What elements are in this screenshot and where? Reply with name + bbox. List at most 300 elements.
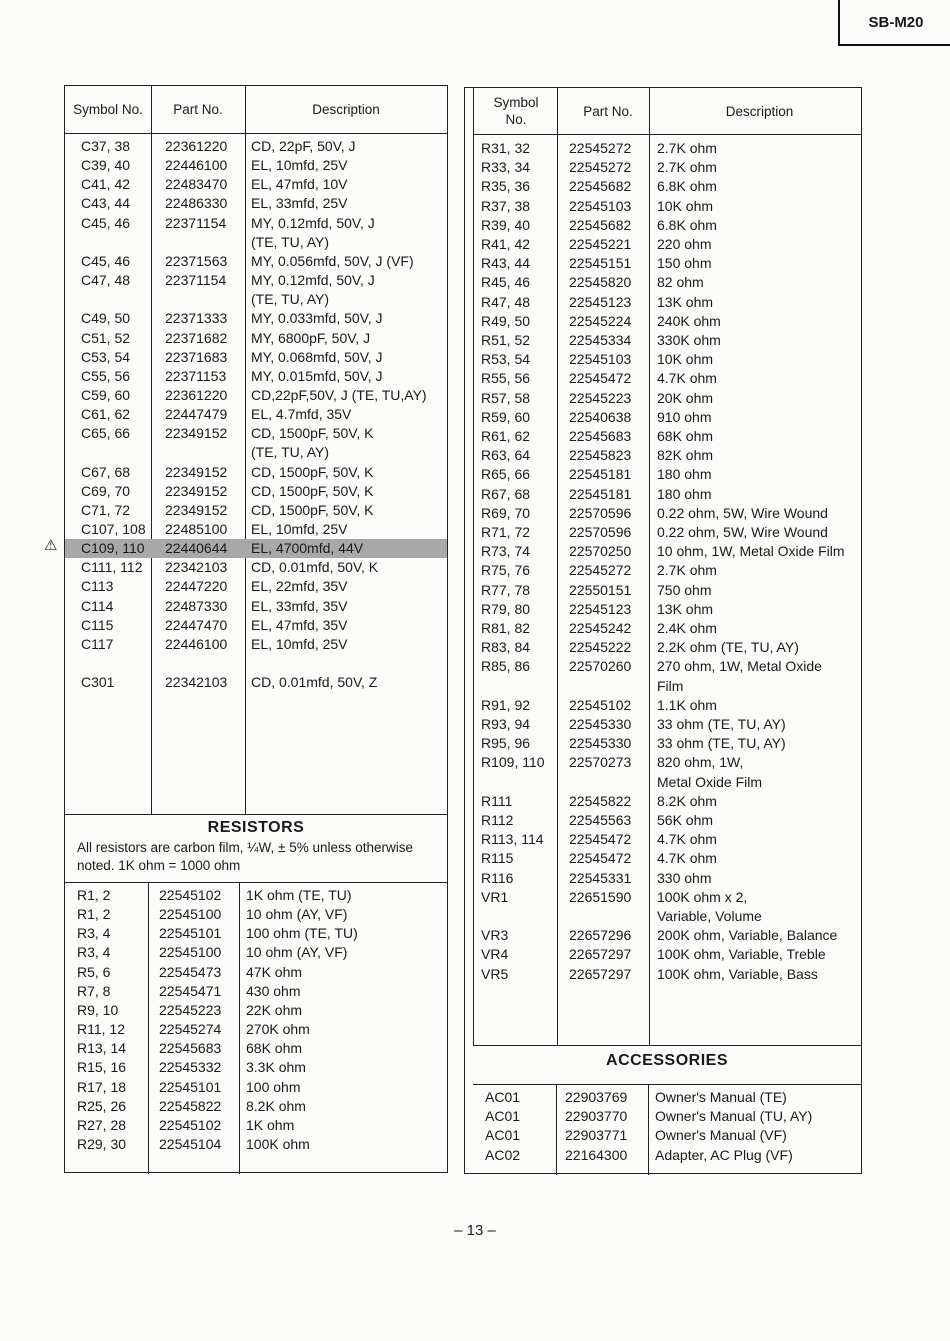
part-no-cell: 22371563 xyxy=(165,252,228,269)
description-cell: 10 ohm (AY, VF) xyxy=(246,944,348,961)
part-no-cell: 22545221 xyxy=(569,236,632,252)
part-no-cell: 22545223 xyxy=(569,389,632,406)
table-row xyxy=(465,254,861,273)
symbol-cell: R41, 42 xyxy=(481,236,531,252)
symbol-cell: VR5 xyxy=(481,965,509,982)
part-no-cell: 22545224 xyxy=(569,312,632,329)
table-row xyxy=(65,424,447,443)
part-no-cell: 22483470 xyxy=(165,176,228,193)
symbol-cell: R55, 56 xyxy=(481,370,531,387)
description-cell: 13K ohm xyxy=(657,293,714,310)
part-no-cell: 22371153 xyxy=(165,367,227,384)
part-no-cell: 22545822 xyxy=(159,1097,222,1114)
symbol-cell: R59, 60 xyxy=(481,408,531,425)
resistors-note-1: All resistors are carbon film, ¼W, ± 5% unless otherwise xyxy=(77,840,414,855)
symbol-cell: R11, 12 xyxy=(77,1021,125,1038)
symbol-cell: C115 xyxy=(81,616,114,633)
symbol-cell: R111 xyxy=(481,792,513,809)
table-header xyxy=(65,86,447,134)
symbol-cell: C61, 62 xyxy=(81,406,131,423)
description-cell: 820 ohm, 1W, xyxy=(657,754,744,771)
description-cell: 3.3K ohm xyxy=(246,1059,306,1076)
description-cell: 4.7K ohm xyxy=(657,370,717,387)
part-no-cell: 22570260 xyxy=(569,658,632,675)
part-no-cell: 22545103 xyxy=(569,197,632,214)
symbol-cell: C45, 46 xyxy=(81,252,131,269)
table-row xyxy=(465,696,861,715)
table-row xyxy=(465,965,861,984)
description-cell: CD, 0.01mfd, 50V, Z xyxy=(251,674,378,691)
description-cell: CD, 1500pF, 50V, K xyxy=(251,501,374,518)
part-no-cell: 22651590 xyxy=(569,888,632,905)
table-row xyxy=(465,350,861,369)
table-row xyxy=(465,427,861,446)
table-row xyxy=(465,561,861,580)
part-no-cell: 22545473 xyxy=(159,963,222,980)
symbol-cell: R69, 70 xyxy=(481,504,531,521)
table-row xyxy=(465,197,861,216)
table-row xyxy=(65,654,447,673)
table-row xyxy=(465,139,861,158)
table-row xyxy=(65,886,447,905)
part-no-cell: 22545682 xyxy=(569,216,632,233)
symbol-cell: R45, 46 xyxy=(481,274,531,291)
description-cell: EL, 22mfd, 35V xyxy=(251,578,348,595)
part-no-cell: 22545331 xyxy=(569,869,632,886)
part-no-cell: 22440644 xyxy=(165,540,228,557)
description-cell: 10 ohm, 1W, Metal Oxide Film xyxy=(657,543,845,560)
description-cell: 100K ohm, Variable, Treble xyxy=(657,946,826,963)
part-no-cell: 22545104 xyxy=(159,1135,222,1152)
description-cell: 100K ohm xyxy=(246,1135,310,1152)
symbol-cell: R47, 48 xyxy=(481,293,531,310)
part-no-cell: 22545123 xyxy=(569,293,632,310)
symbol-cell: C301 xyxy=(81,674,115,691)
table-row xyxy=(65,463,447,482)
description-cell: (TE, TU, AY) xyxy=(251,233,330,250)
table-row xyxy=(465,581,861,600)
symbol-cell: R31, 32 xyxy=(481,140,531,156)
table-row xyxy=(465,1088,861,1107)
description-cell: 22K ohm xyxy=(246,1001,303,1018)
part-no-cell: 22545683 xyxy=(159,1040,222,1057)
symbol-cell: R9, 10 xyxy=(77,1001,119,1018)
part-no-cell: 22447479 xyxy=(165,406,228,423)
table-row xyxy=(465,158,861,177)
table-row xyxy=(65,1020,447,1039)
description-cell: EL, 33mfd, 25V xyxy=(251,195,348,212)
description-cell: 2.4K ohm xyxy=(657,620,717,636)
part-no-cell: 22545102 xyxy=(569,696,632,713)
symbol-cell: R57, 58 xyxy=(481,389,531,406)
symbol-cell: R113, 114 xyxy=(481,831,544,848)
table-row xyxy=(465,523,861,542)
description-cell: 100 ohm xyxy=(246,1078,301,1095)
symbol-cell: R1, 2 xyxy=(77,887,111,903)
symbol-cell: R27, 28 xyxy=(77,1116,127,1133)
part-no-cell: 22545330 xyxy=(569,735,632,752)
symbol-cell: AC01 xyxy=(485,1127,521,1144)
table-row xyxy=(65,597,447,616)
resistors-note-2: noted. 1K ohm = 1000 ohm xyxy=(77,858,241,873)
table-row xyxy=(465,273,861,292)
table-row xyxy=(465,1107,861,1126)
part-no-cell: 22903770 xyxy=(565,1108,628,1125)
table-row xyxy=(65,137,447,156)
description-cell: EL, 10mfd, 25V xyxy=(251,521,348,537)
part-no-cell: 22545683 xyxy=(569,428,632,444)
part-no-cell: 22371154 xyxy=(165,272,227,289)
table-row xyxy=(465,792,861,811)
table-row xyxy=(465,369,861,388)
description-cell: EL, 10mfd, 25V xyxy=(251,157,348,174)
part-no-cell: 22545472 xyxy=(569,831,632,848)
table-row xyxy=(465,888,861,907)
symbol-cell: R15, 16 xyxy=(77,1059,127,1076)
description-cell: 20K ohm xyxy=(657,389,714,406)
part-no-cell: 22545102 xyxy=(159,887,222,903)
symbol-cell: R81, 82 xyxy=(481,620,531,636)
symbol-cell: R49, 50 xyxy=(481,312,531,329)
table-row xyxy=(65,175,447,194)
symbol-cell: R43, 44 xyxy=(481,255,531,272)
table-row xyxy=(65,1001,447,1020)
part-no-cell: 22545101 xyxy=(159,1078,222,1095)
symbol-cell: R5, 6 xyxy=(77,963,111,980)
table-row xyxy=(65,1097,447,1116)
symbol-cell: C107, 108 xyxy=(81,521,146,537)
symbol-cell: R13, 14 xyxy=(77,1040,127,1057)
symbol-cell: R63, 64 xyxy=(481,447,531,464)
description-cell: 82K ohm xyxy=(657,447,714,464)
symbol-cell: R25, 26 xyxy=(77,1097,127,1114)
header-desc: Description xyxy=(725,103,794,119)
description-cell: 270 ohm, 1W, Metal Oxide xyxy=(657,658,822,675)
part-no-cell: 22545242 xyxy=(569,620,632,636)
symbol-cell: R61, 62 xyxy=(481,428,531,444)
part-no-cell: 22545100 xyxy=(159,906,222,923)
table-row xyxy=(465,1146,861,1165)
part-no-cell: 22545151 xyxy=(569,255,632,272)
table-row xyxy=(465,446,861,465)
part-no-cell: 22545223 xyxy=(159,1001,222,1018)
table-row xyxy=(465,849,861,868)
part-no-cell: 22342103 xyxy=(165,674,228,691)
part-no-cell: 22487330 xyxy=(165,597,228,614)
table-row xyxy=(65,443,447,462)
symbol-cell: C41, 42 xyxy=(81,176,131,193)
table-row xyxy=(65,558,447,577)
symbol-cell: R67, 68 xyxy=(481,485,531,502)
symbol-cell: R39, 40 xyxy=(481,216,531,233)
table-row xyxy=(465,177,861,196)
symbol-cell: C67, 68 xyxy=(81,463,131,480)
part-no-cell: 22349152 xyxy=(165,463,228,480)
part-no-cell: 22342103 xyxy=(165,559,228,576)
table-row xyxy=(65,348,447,367)
table-row xyxy=(65,367,447,386)
header-part: Part No. xyxy=(173,102,223,117)
part-no-cell: 22570273 xyxy=(569,754,632,771)
description-cell: 330K ohm xyxy=(657,332,721,348)
symbol-cell: C43, 44 xyxy=(81,195,131,212)
symbol-cell: R115 xyxy=(481,850,514,867)
part-no-cell: 22545472 xyxy=(569,850,632,867)
description-cell: 33 ohm (TE, TU, AY) xyxy=(657,735,786,752)
part-no-cell: 22545100 xyxy=(159,944,222,961)
description-cell: 200K ohm, Variable, Balance xyxy=(657,927,838,944)
description-cell: Owner's Manual (TU, AY) xyxy=(655,1108,813,1125)
part-no-cell: 22545472 xyxy=(569,370,632,387)
symbol-cell: R7, 8 xyxy=(77,982,111,999)
symbol-cell: R53, 54 xyxy=(481,351,531,368)
description-cell: EL, 10mfd, 25V xyxy=(251,635,348,652)
header-desc: Description xyxy=(312,102,380,117)
table-row xyxy=(465,657,861,676)
table-row xyxy=(65,963,447,982)
part-no-cell: 22446100 xyxy=(165,157,228,174)
symbol-cell: VR4 xyxy=(481,946,509,963)
part-no-cell: 22545101 xyxy=(159,925,222,942)
table-row xyxy=(65,233,447,252)
description-cell: (TE, TU, AY) xyxy=(251,291,330,308)
part-no-cell: 22361220 xyxy=(165,386,228,403)
part-no-cell: 22570596 xyxy=(569,504,632,521)
description-cell: EL, 33mfd, 35V xyxy=(251,597,348,614)
table-row xyxy=(465,811,861,830)
symbol-cell: R51, 52 xyxy=(481,332,531,348)
part-no-cell: 22349152 xyxy=(165,425,228,442)
description-cell: 330 ohm xyxy=(657,869,712,886)
description-cell: MY, 0.056mfd, 50V, J (VF) xyxy=(251,252,414,269)
table-row xyxy=(465,619,861,638)
part-no-cell: 22371683 xyxy=(165,348,228,365)
symbol-cell: R3, 4 xyxy=(77,944,111,961)
symbol-cell: R116 xyxy=(481,869,514,886)
symbol-cell: C45, 46 xyxy=(81,214,131,231)
model-label: SB-M20 xyxy=(838,0,950,46)
symbol-cell: R71, 72 xyxy=(481,524,531,540)
description-cell: 8.2K ohm xyxy=(246,1097,306,1114)
description-cell: EL, 47mfd, 10V xyxy=(251,176,348,193)
description-cell: 6.8K ohm xyxy=(657,178,717,195)
symbol-cell: R29, 30 xyxy=(77,1135,127,1152)
description-cell: MY, 6800pF, 50V, J xyxy=(251,329,371,346)
part-no-cell: 22570596 xyxy=(569,524,632,540)
symbol-cell: R83, 84 xyxy=(481,639,531,656)
table-row xyxy=(65,905,447,924)
table-row xyxy=(65,673,447,692)
left-parts-table xyxy=(64,85,448,1173)
table-row xyxy=(465,485,861,504)
part-no-cell: 22657297 xyxy=(569,965,632,982)
table-row xyxy=(465,869,861,888)
description-cell: EL, 47mfd, 35V xyxy=(251,616,348,633)
part-no-cell: 22545471 xyxy=(159,982,222,999)
symbol-cell: C111, 112 xyxy=(81,559,143,576)
description-cell: MY, 0.033mfd, 50V, J xyxy=(251,310,383,327)
description-cell: CD, 0.01mfd, 50V, K xyxy=(251,559,379,576)
part-no-cell: 22545272 xyxy=(569,562,632,579)
description-cell: 0.22 ohm, 5W, Wire Wound xyxy=(657,504,828,521)
table-row xyxy=(65,1058,447,1077)
description-cell: MY, 0.12mfd, 50V, J xyxy=(251,214,375,231)
table-row xyxy=(65,214,447,233)
table-row xyxy=(465,408,861,427)
description-cell: MY, 0.015mfd, 50V, J xyxy=(251,367,383,384)
symbol-cell: R1, 2 xyxy=(77,906,111,923)
description-cell: 100K ohm, Variable, Bass xyxy=(657,965,818,982)
table-row xyxy=(65,405,447,424)
table-row xyxy=(65,156,447,175)
description-cell: CD, 1500pF, 50V, K xyxy=(251,425,374,442)
description-cell: 1K ohm xyxy=(246,1116,295,1133)
symbol-cell: R3, 4 xyxy=(77,925,111,942)
table-row xyxy=(65,252,447,271)
description-cell: 180 ohm xyxy=(657,485,712,502)
part-no-cell: 22447470 xyxy=(165,616,228,633)
symbol-cell: C59, 60 xyxy=(81,386,131,403)
symbol-cell: C47, 48 xyxy=(81,272,131,289)
header-symbol: Symbol No. xyxy=(73,102,143,117)
part-no-cell: 22545820 xyxy=(569,274,632,291)
part-no-cell: 22657296 xyxy=(569,927,632,944)
part-no-cell: 22446100 xyxy=(165,635,228,652)
table-row xyxy=(65,501,447,520)
part-no-cell: 22545563 xyxy=(569,812,632,828)
part-no-cell: 22371682 xyxy=(165,329,228,346)
table-row xyxy=(465,235,861,254)
description-cell: (TE, TU, AY) xyxy=(251,444,330,461)
part-no-cell: 22361220 xyxy=(165,138,228,154)
description-cell: 2.7K ohm xyxy=(657,562,717,579)
symbol-cell: C39, 40 xyxy=(81,157,131,174)
description-cell: 4.7K ohm xyxy=(657,831,717,848)
symbol-cell: C113 xyxy=(81,578,114,595)
part-no-cell: 22540638 xyxy=(569,408,632,425)
table-row xyxy=(465,331,861,350)
table-row xyxy=(65,386,447,405)
resistors-title: RESISTORS xyxy=(207,819,305,836)
table-row xyxy=(465,504,861,523)
section-divider xyxy=(473,1045,861,1046)
warning-icon: ⚠ xyxy=(44,537,58,554)
part-no-cell: 22485100 xyxy=(165,521,228,537)
table-row xyxy=(65,1116,447,1135)
symbol-cell: R112 xyxy=(481,812,514,828)
table-row xyxy=(465,465,861,484)
part-no-cell: 22545103 xyxy=(569,351,632,368)
symbol-cell: VR3 xyxy=(481,927,509,944)
part-no-cell: 22349152 xyxy=(165,482,228,499)
table-row xyxy=(465,312,861,331)
description-cell: 180 ohm xyxy=(657,466,712,483)
part-no-cell: 22545274 xyxy=(159,1021,222,1038)
table-row xyxy=(465,677,861,696)
table-header xyxy=(473,88,861,135)
description-cell: 13K ohm xyxy=(657,600,714,617)
description-cell: 82 ohm xyxy=(657,274,704,291)
right-parts-table xyxy=(464,87,862,1174)
part-no-cell: 22486330 xyxy=(165,195,228,212)
part-no-cell: 22545682 xyxy=(569,178,632,195)
symbol-cell: R85, 86 xyxy=(481,658,531,675)
symbol-cell: C53, 54 xyxy=(81,348,131,365)
part-no-cell: 22447220 xyxy=(165,578,228,595)
table-row xyxy=(465,389,861,408)
part-no-cell: 22545123 xyxy=(569,600,632,617)
symbol-cell: R37, 38 xyxy=(481,197,531,214)
symbol-cell: C114 xyxy=(81,597,114,614)
symbol-cell: R75, 76 xyxy=(481,562,531,579)
table-row xyxy=(65,577,447,596)
part-no-cell: 22545181 xyxy=(569,485,632,502)
symbol-cell: R77, 78 xyxy=(481,581,531,598)
description-cell: 10 ohm (AY, VF) xyxy=(246,906,348,923)
symbol-cell: C117 xyxy=(81,635,114,652)
symbol-cell: R79, 80 xyxy=(481,600,531,617)
section-divider xyxy=(473,1084,861,1085)
part-no-cell: 22371154 xyxy=(165,214,227,231)
part-no-cell: 22545102 xyxy=(159,1116,222,1133)
table-row xyxy=(465,753,861,772)
part-no-cell: 22545272 xyxy=(569,140,632,156)
description-cell: 1.1K ohm xyxy=(657,696,717,713)
symbol-cell: R91, 92 xyxy=(481,696,531,713)
part-no-cell: 22349152 xyxy=(165,501,228,518)
description-cell: 220 ohm xyxy=(657,236,712,252)
table-row xyxy=(465,907,861,926)
description-cell: EL, 4700mfd, 44V xyxy=(251,540,364,557)
description-cell: MY, 0.12mfd, 50V, J xyxy=(251,272,375,289)
part-no-cell: 22550151 xyxy=(569,581,632,598)
header-symbol: Symbol No. xyxy=(493,95,539,127)
description-cell: 4.7K ohm xyxy=(657,850,717,867)
symbol-cell: R35, 36 xyxy=(481,178,531,195)
description-cell: 0.22 ohm, 5W, Wire Wound xyxy=(657,524,828,540)
description-cell: 240K ohm xyxy=(657,312,721,329)
description-cell: 1K ohm (TE, TU) xyxy=(246,887,352,903)
section-divider xyxy=(65,882,447,883)
symbol-cell: R109, 110 xyxy=(481,754,545,771)
description-cell: 33 ohm (TE, TU, AY) xyxy=(657,716,786,732)
table-row xyxy=(465,293,861,312)
part-no-cell: 22545222 xyxy=(569,639,632,656)
symbol-cell: R93, 94 xyxy=(481,716,531,732)
table-row xyxy=(65,482,447,501)
description-cell: Metal Oxide Film xyxy=(657,773,763,790)
accessories-title: ACCESSORIES xyxy=(606,1052,728,1069)
header-part: Part No. xyxy=(583,103,633,119)
symbol-cell: C49, 50 xyxy=(81,310,131,327)
symbol-cell: C51, 52 xyxy=(81,329,131,346)
part-no-cell: 22545822 xyxy=(569,792,632,809)
table-row xyxy=(465,216,861,235)
description-cell: CD, 1500pF, 50V, K xyxy=(251,463,374,480)
table-row xyxy=(465,638,861,657)
description-cell: 750 ohm xyxy=(657,581,712,598)
part-no-cell: 22545272 xyxy=(569,159,632,176)
part-no-cell: 22371333 xyxy=(165,310,228,327)
symbol-cell: R95, 96 xyxy=(481,735,531,752)
table-row xyxy=(65,943,447,962)
table-row xyxy=(65,924,447,943)
description-cell: Adapter, AC Plug (VF) xyxy=(655,1146,793,1163)
description-cell: 2.7K ohm xyxy=(657,159,717,176)
part-no-cell: 22545330 xyxy=(569,716,632,732)
description-cell: Film xyxy=(657,677,684,694)
symbol-cell: R17, 18 xyxy=(77,1078,127,1095)
